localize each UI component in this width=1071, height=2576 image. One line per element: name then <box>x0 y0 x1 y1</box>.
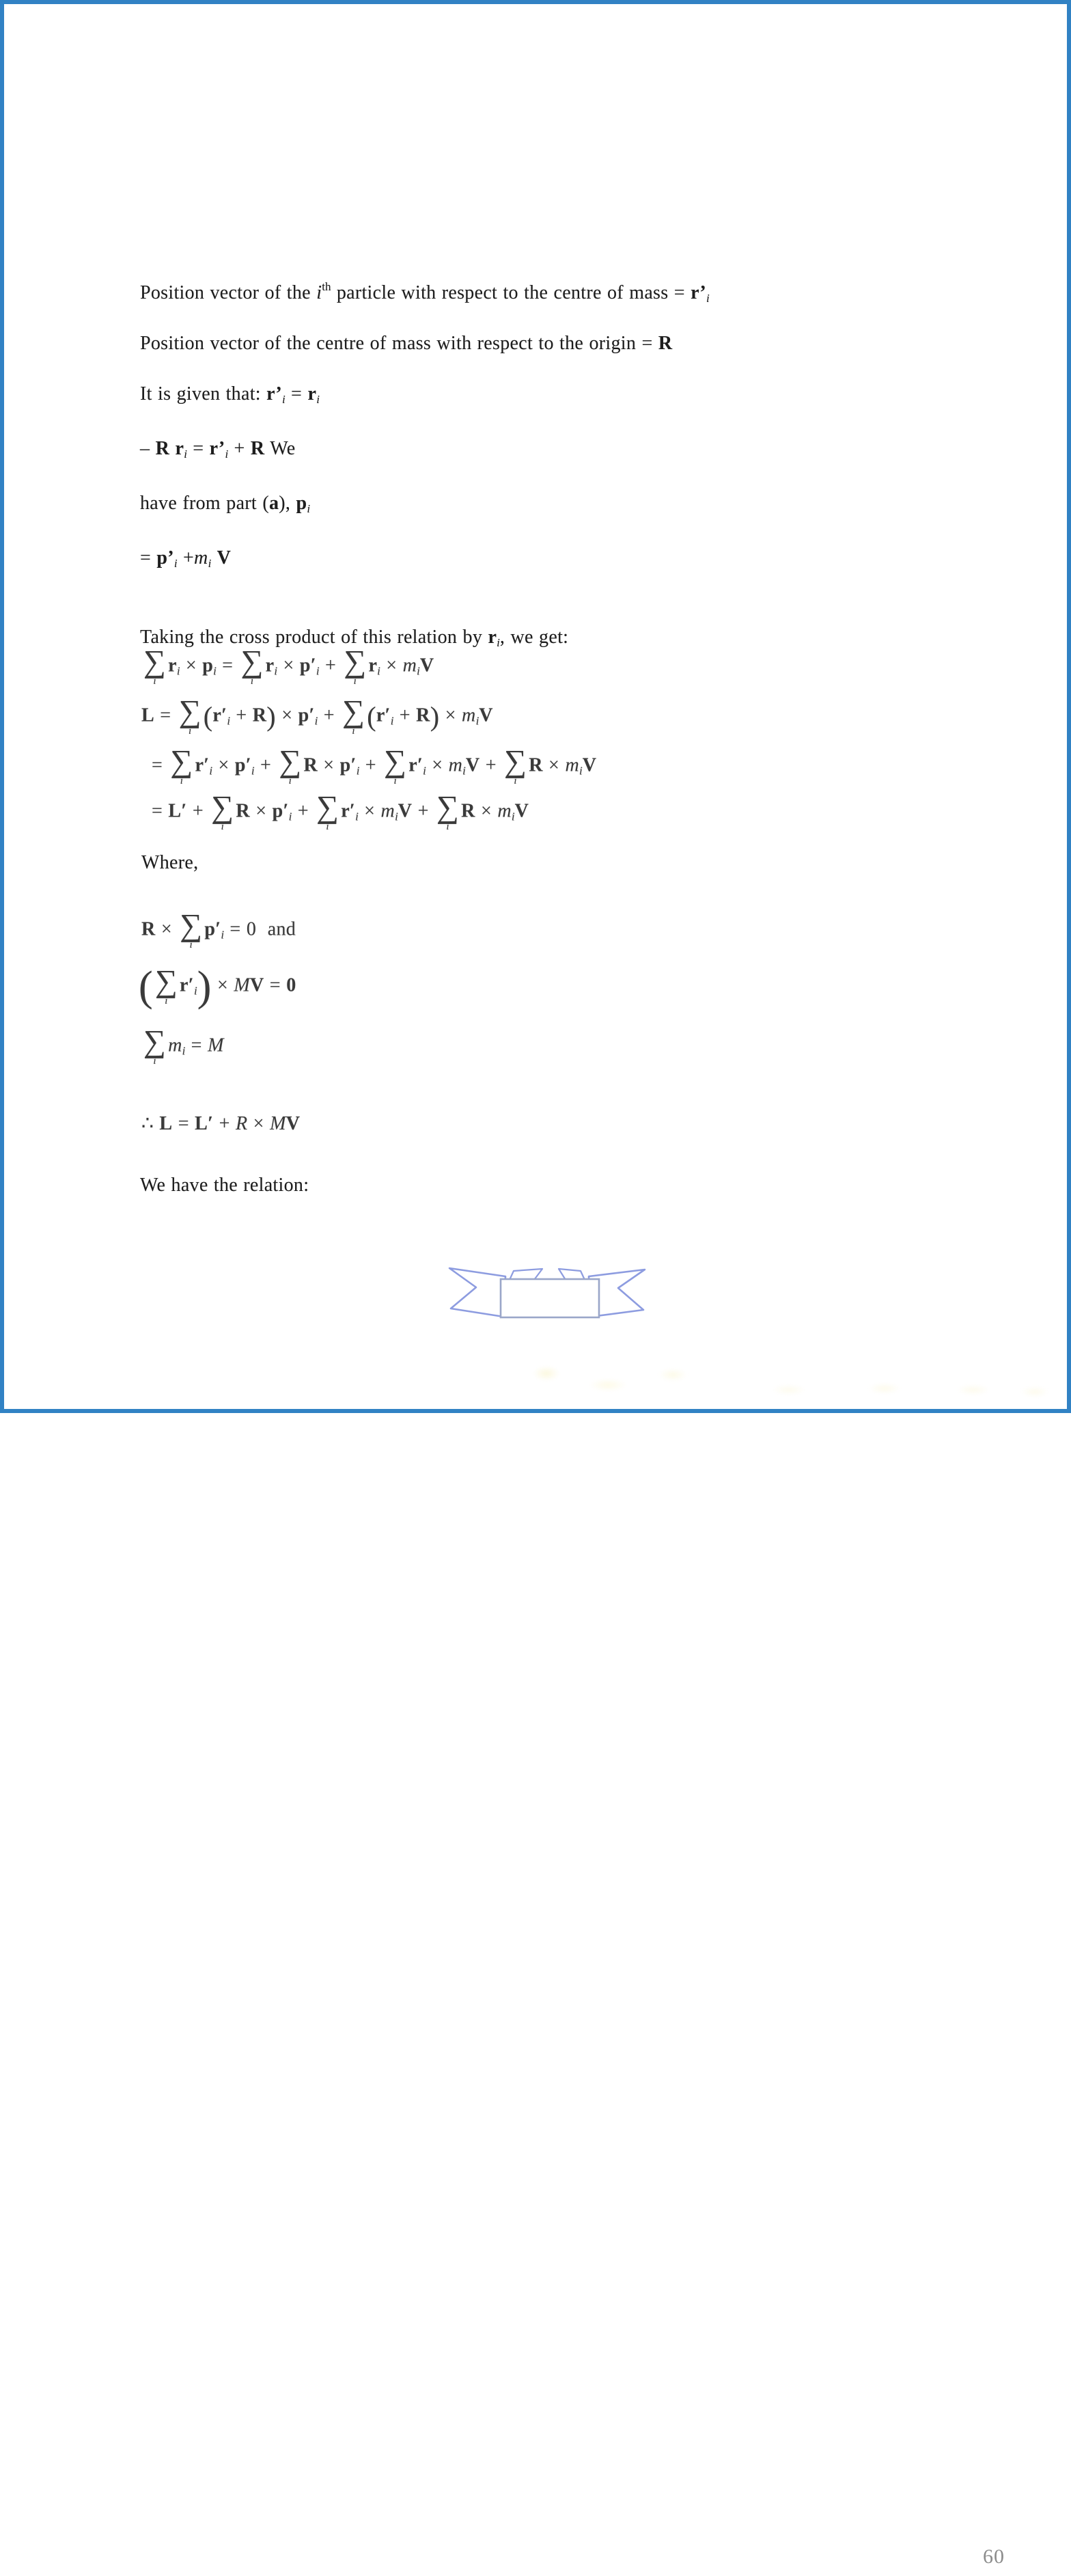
math-token: i <box>314 714 318 728</box>
math-token <box>211 547 217 568</box>
math-token: i <box>213 664 217 678</box>
math-token: + <box>228 438 251 459</box>
math-token: R <box>250 438 265 459</box>
math-token: R <box>416 704 430 726</box>
math-token: × <box>439 704 462 726</box>
math-token: i <box>579 764 583 778</box>
summation-symbol: ∑ i <box>143 1024 167 1067</box>
math-token: R <box>461 800 475 822</box>
math-token: p′ <box>234 754 251 776</box>
math-token: Position vector of the centre of mass with respect to the origin = <box>140 333 658 354</box>
math-token: V <box>249 974 264 996</box>
paragraph-it-is-given <box>140 383 320 411</box>
equation-expanded-terms <box>152 743 597 787</box>
math-token: i <box>288 810 292 823</box>
math-token: m <box>380 800 395 822</box>
math-token: × <box>180 655 203 676</box>
math-token: ) <box>266 701 276 732</box>
equation-R-cross-sum-p <box>141 907 296 951</box>
math-token: = <box>152 800 169 822</box>
summation-symbol: ∑ i <box>436 789 460 833</box>
math-token: ∴ <box>141 1113 160 1134</box>
math-token: ( <box>367 701 376 732</box>
math-token: m <box>497 800 512 822</box>
math-token: p <box>296 493 307 514</box>
math-token: p′ <box>299 655 316 676</box>
math-token: ), <box>279 493 296 514</box>
math-token: r′ <box>408 754 423 776</box>
math-token: × <box>275 704 298 726</box>
math-token: R <box>658 333 673 354</box>
math-token: × <box>277 655 300 676</box>
math-token: i <box>511 810 515 823</box>
math-token: × <box>247 1113 270 1134</box>
math-token: = <box>172 1113 195 1134</box>
math-token: ) <box>430 701 440 732</box>
math-token: i <box>251 764 255 778</box>
math-token: i <box>274 664 278 678</box>
math-token: We have the relation: <box>140 1175 309 1196</box>
page-number-ribbon <box>444 1259 1005 2568</box>
math-token: r′ <box>195 754 210 776</box>
summation-symbol: ∑ i <box>344 644 367 687</box>
summation-symbol: ∑ i <box>170 743 193 787</box>
math-token: i <box>307 502 311 515</box>
math-token: r’ <box>691 282 706 303</box>
math-token: + <box>393 704 417 726</box>
math-token: = <box>285 383 308 405</box>
math-token: × <box>155 918 178 940</box>
math-token: + <box>254 754 277 776</box>
math-token: i <box>316 664 320 678</box>
math-token: L′ <box>168 800 187 822</box>
math-token: × <box>249 800 273 822</box>
math-token: V <box>217 547 232 568</box>
math-token: It is given that: <box>140 383 267 405</box>
math-token: + <box>318 704 341 726</box>
math-token: – <box>140 438 156 459</box>
equation-sum-r-cross-MV <box>139 965 296 1008</box>
math-token: i <box>173 557 178 570</box>
math-token: a <box>268 493 279 514</box>
math-token: ( <box>139 963 153 1010</box>
math-token: + <box>213 1113 236 1134</box>
summation-symbol: ∑ i <box>154 963 178 1007</box>
math-token: + <box>292 800 315 822</box>
math-token: i <box>282 393 286 406</box>
math-token: i <box>208 557 212 570</box>
summation-symbol: ∑ i <box>342 694 365 737</box>
math-token: M <box>234 974 250 996</box>
math-token: i <box>176 664 180 678</box>
summation-symbol: ∑ i <box>211 789 234 833</box>
math-token: i <box>417 664 420 678</box>
math-token: particle with respect to the centre of mass = <box>331 282 691 303</box>
math-token: ( <box>203 701 213 732</box>
math-token: p’ <box>156 547 174 568</box>
math-token: i <box>227 714 231 728</box>
math-token: = 0 and <box>224 918 296 940</box>
math-token: i <box>497 636 500 649</box>
math-token: Taking the cross product of this relation by <box>140 627 488 648</box>
math-token: p′ <box>339 754 357 776</box>
math-token: r′ <box>180 974 194 996</box>
math-token: r <box>175 438 184 459</box>
math-token: = <box>216 655 239 676</box>
math-token: R <box>529 754 543 776</box>
math-token: R <box>155 438 170 459</box>
math-token: , we get: <box>499 627 569 648</box>
math-token: r′ <box>376 704 391 726</box>
math-token: = <box>140 547 157 568</box>
math-token: i <box>377 664 380 678</box>
math-token: + <box>186 800 210 822</box>
math-token: L <box>159 1113 173 1134</box>
summation-symbol: ∑ i <box>143 644 167 687</box>
math-token: + <box>359 754 382 776</box>
math-token: × <box>212 754 235 776</box>
summation-symbol: ∑ i <box>240 644 264 687</box>
math-token: m <box>448 754 463 776</box>
math-token: r <box>488 627 497 648</box>
math-token: = <box>152 754 169 776</box>
equation-sum-r-cross-p <box>141 644 434 687</box>
math-token: r <box>368 655 378 676</box>
math-token: × <box>317 754 340 776</box>
math-token: + <box>230 704 253 726</box>
math-token: i <box>390 714 394 728</box>
math-token: i <box>182 1044 186 1058</box>
math-token: V <box>286 1113 301 1134</box>
math-token: = <box>154 704 177 726</box>
math-token: Where, <box>141 852 199 873</box>
math-token: L <box>141 704 154 726</box>
ribbon-banner-graphic <box>444 1259 650 1324</box>
math-token: × <box>426 754 449 776</box>
math-token: V <box>398 800 413 822</box>
paragraph-position-vector-com <box>140 332 672 355</box>
summation-symbol: ∑ i <box>180 907 203 951</box>
math-token: i <box>706 292 710 305</box>
math-token: V <box>582 754 597 776</box>
math-token: R <box>236 800 250 822</box>
page-number: 60 <box>983 2545 1005 2568</box>
math-token: i <box>462 764 466 778</box>
math-token: V <box>479 704 493 726</box>
math-token: R <box>235 1113 248 1134</box>
math-token: m <box>168 1034 182 1056</box>
math-token: R <box>252 704 267 726</box>
math-token: m <box>462 704 476 726</box>
paragraph-we-have-relation <box>140 1174 309 1197</box>
math-token: + <box>479 754 503 776</box>
math-token: R <box>141 918 156 940</box>
math-token: L′ <box>195 1113 214 1134</box>
math-token: p′ <box>204 918 221 940</box>
math-token: V <box>465 754 480 776</box>
math-token: p′ <box>272 800 289 822</box>
math-token: r′ <box>341 800 356 822</box>
math-token: We <box>264 438 296 459</box>
math-token: × <box>380 655 403 676</box>
paragraph-momentum-relation <box>140 547 231 575</box>
paragraph-r-relation <box>140 437 295 466</box>
math-token: + <box>319 655 342 676</box>
math-token: M <box>208 1034 224 1056</box>
math-token: + <box>177 547 195 568</box>
summation-symbol: ∑ i <box>178 694 201 737</box>
summation-symbol: ∑ i <box>316 789 339 833</box>
math-token: Position vector of the <box>140 282 317 303</box>
math-token: m <box>194 547 208 568</box>
equation-L-prime-terms <box>152 789 529 833</box>
math-token: i <box>184 448 187 461</box>
math-token: p′ <box>298 704 315 726</box>
math-token: = <box>185 1034 208 1056</box>
math-token: × <box>211 974 234 996</box>
math-token: i <box>355 810 359 823</box>
math-token: i <box>423 764 426 778</box>
math-token: i <box>221 928 225 942</box>
math-token: = <box>264 974 287 996</box>
math-token: have from part ( <box>140 493 269 514</box>
math-token: 0 <box>286 974 296 996</box>
math-token: r’ <box>266 383 283 405</box>
paragraph-position-vector-particle <box>140 275 710 310</box>
math-token: i <box>193 984 197 998</box>
math-token: + <box>412 800 435 822</box>
math-token: i <box>209 764 213 778</box>
math-token: p <box>202 655 214 676</box>
math-token: r’ <box>209 438 225 459</box>
math-token: i <box>225 448 229 461</box>
math-token: ) <box>197 963 212 1010</box>
math-token: th <box>322 280 331 293</box>
math-token: m <box>402 655 417 676</box>
math-token: r <box>168 655 177 676</box>
summation-symbol: ∑ i <box>384 743 407 787</box>
math-token: V <box>419 655 434 676</box>
math-token: i <box>316 282 322 303</box>
math-token: i <box>316 393 320 406</box>
summation-symbol: ∑ i <box>504 743 527 787</box>
math-token: R <box>303 754 318 776</box>
math-token: i <box>395 810 398 823</box>
math-token: i <box>475 714 479 728</box>
equation-therefore-L <box>141 1112 300 1136</box>
math-token: i <box>356 764 360 778</box>
math-token: r <box>307 383 317 405</box>
math-token: = <box>186 438 210 459</box>
summation-symbol: ∑ i <box>279 743 302 787</box>
math-token: m <box>565 754 579 776</box>
faded-watermark-smudge <box>516 1354 1055 1403</box>
paragraph-have-from-part-a <box>140 492 310 521</box>
equation-L-expansion <box>141 694 493 737</box>
math-token: × <box>475 800 498 822</box>
equation-sum-m-equals-M <box>141 1024 224 1067</box>
math-token: r <box>265 655 275 676</box>
math-token: r′ <box>212 704 227 726</box>
math-token: × <box>358 800 381 822</box>
paragraph-where <box>141 851 198 875</box>
math-token: V <box>514 800 529 822</box>
math-token: M <box>270 1113 286 1134</box>
math-token: × <box>542 754 566 776</box>
